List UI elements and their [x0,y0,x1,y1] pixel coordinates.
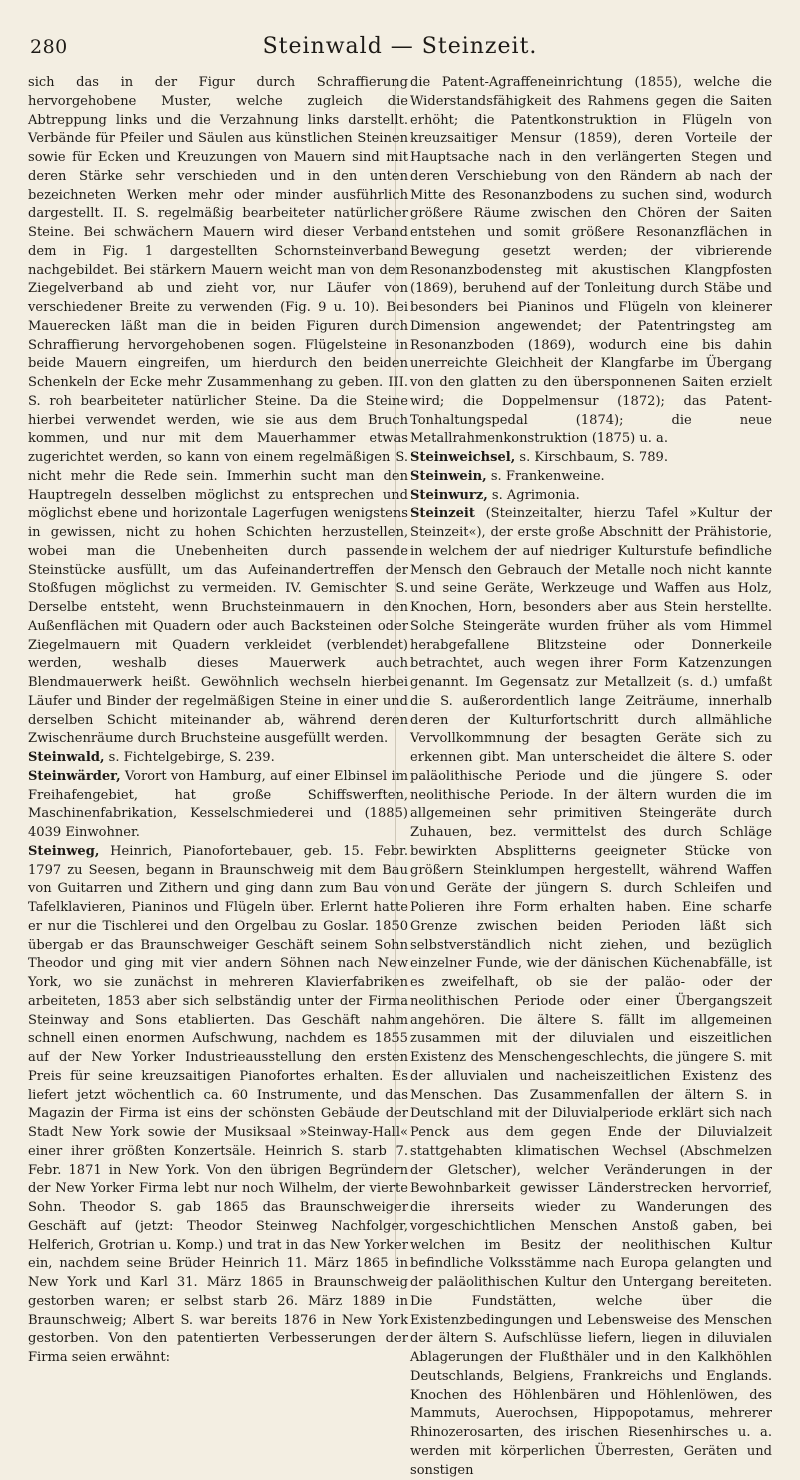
entry-text: s. Fichtelgebirge, S. 239. [104,750,275,765]
entry-steinweichsel [410,449,772,468]
headword: Steinwurz, [410,487,488,503]
headword: Steinwald, [28,750,105,765]
entry-steinweg [28,843,408,1368]
entry-text: Heinrich, Pianofortebauer, geb. 15. Febr. 1797 zu Seesen, begann in Braunschweig mit dem Bau von Guitarren und Zithern und ging dann zum Bau von Tafelklavieren, Pianinos und Flügeln über. Erlernt hatte er nur die Tischlerei und den Orgelbau zu Goslar. 1850 übergab er das Braunschweiger Geschäft seinem Sohn Theodor und ging mit vier andern Söhnen nach New York, wo sie zunächst in mehreren Klavierfabriken arbeiteten, 1853 aber sich selbständig unter der Firma Steinway and Sons etablierten. Das Geschäft nahm schnell einen enormen Aufschwung, nachdem es 1855 auf der New Yorker Industrieausstellung den ersten Preis für seine kreuzsaitigen Pianofortes erhalten. Es liefert jetzt wöchentlich ca. 60 Instrumente, und das Magazin der Firma ist eins der schönsten Gebäude der Stadt New York sowie der Musiksaal »Steinway-Hall« einer ihrer größten Konzertsäle. Heinrich S. starb 7. Febr. 1871 in New York. Von den übrigen Begründern der New Yorker Firma lebt nur noch Wilhelm, der vierte Sohn. Theodor S. gab 1865 das Braunschweiger Geschäft auf (jetzt: Theodor Steinweg Nachfolger, Helferich, Grotrian u. Komp.) und trat in das New Yorker ein, nachdem seine Brüder Heinrich 11. März 1865 in New York und Karl 31. März 1865 in Braunschweig gestorben waren; er selbst starb 26. März 1889 in Braunschweig; Albert S. war bereits 1876 in New York gestorben. Von den patentierten Verbesserungen der Firma seien erwähnt: [28,843,408,1365]
running-head: Steinwald — Steinzeit. [262,34,538,59]
entry-text: (Steinzeitalter, hierzu Tafel »Kultur der Steinzeit«), der erste große Abschnitt der Prähistorie, in welchem der auf niedriger Kulturstufe befindliche Mensch den Gebrauch der Metalle noch nicht kannte und seine Geräte, Werkzeuge und Waffen aus Holz, Knochen, Horn, besonders aber aus Stein herstellte. Solche Steingeräte wurden früher als vom Himmel herabgefallene Blitzsteine oder Donnerkeile betrachtet, auch wegen ihrer Form Katzenzungen genannt. Im Gegensatz zur Metallzeit (s. d.) umfaßt die S. außerordentlich lange Zeiträume, innerhalb deren der Kulturfortschritt durch allmähliche Vervollkommnung der besagten Geräte sich zu erkennen gibt. Man unterscheidet die ältere S. oder paläolithische Periode und die jüngere S. oder neolithische Periode. In der ältern wurden die im allgemeinen sehr primitiven Steingeräte durch Zuhauen, bez. vermittelst des durch Schläge bewirkten Absplitterns geeigneter Stücke von größern Steinklumpen hergestellt, während Waffen und Geräte der jüngern S. durch Schleifen und Polieren ihre Form erhalten haben. Eine scharfe Grenze zwischen beiden Perioden läßt sich selbstverständlich nicht ziehen, und bezüglich einzelner Funde, wie der dänischen Küchenabfälle, ist es zweifelhaft, ob sie der paläo- oder der neolithischen Periode oder einer Übergangszeit angehören. Die ältere S. fällt im allgemeinen zusammen mit der diluvialen und eiszeitlichen Existenz des Menschengeschlechts, die jüngere S. mit der alluvialen und nacheiszeitlichen Existenz des Menschen. Das Zusammenfallen der ältern S. in Deutschland mit der Diluvialperiode erklärt sich nach Penck aus dem gegen Ende der Diluvialzeit stattgehabten klimatischen Wechsel (Abschmelzen der Gletscher), welcher Veränderungen in der Bewohnbarkeit gewisser Länderstrecken hervorrief, die ihrerseits wieder zu Wanderungen des vorgeschichtlichen Menschen Anstoß gaben, bei welchen im Besitz der neolithischen Kultur befindliche Volksstämme nach Europa gelangten und der paläolithischen Kultur den Untergang bereiteten. Die Fundstätten, welche über die Existenzbedingungen und Lebensweise des Menschen der ältern S. Aufschlüsse liefern, liegen in diluvialen Ablagerungen der Flußthäler und in den Kalkhöhlen Deutschlands, Belgiens, Frankreichs und Englands. Knochen des Höhlenbären und Höhlenlöwen, des Mammuts, Auerochsen, Hippopotamus, mehrerer Rhinozerosarten, des irischen Riesenhirsches u. a. werden mit körperlichen Überresten, Geräten und sonstigen [410,506,772,1478]
headword: Steinzeit [410,506,475,522]
entry-steinwald [28,749,408,768]
entry-text: s. Agrimonia. [487,487,580,503]
headword: Steinweichsel, [410,450,516,465]
entry-text: s. Frankenweine. [486,468,605,484]
entry-steinzeit [410,505,772,1480]
entry-steinwein [410,468,772,487]
page-number: 280 [30,36,68,58]
entry-text: Vorort von Hamburg, auf einer Elbinsel im Freihafengebiet, hat große Schiffswerften, Maschinenfabrikation, Kesselschmiederei und (1885) 4039 Einwohner. [28,768,408,840]
headword: Steinwein, [410,468,487,484]
headword: Steinwärder, [28,768,121,784]
entry-text: s. Kirschbaum, S. 789. [515,450,668,465]
entry-steinwaerder [28,768,408,843]
right-column [410,74,772,1478]
headword: Steinweg, [28,843,100,859]
paragraph-mauerverband: sich das in der Figur durch Schraffierung hervorgehobene Muster, welche zugleich die Abtreppung links und die Verzahnung links darstellt. Verbände für Pfeiler und Säulen aus künstlichen Steinen sowie für Ecken und Kreuzungen von Mauern sind mit deren Stärke sehr verschieden und in den unten bezeichneten Werken mehr oder minder ausführlich dargestellt. II. S. regelmäßig bearbeiteter natürlicher Steine. Bei schwächern Mauern wird dieser Verband dem in Fig. 1 dargestellten Schornsteinverband nachgebildet. Bei stärkern Mauern weicht man von dem Ziegelverband ab und zieht vor, nur Läufer von verschiedener Breite zu verwenden (Fig. 9 u. 10). Bei Mauerecken läßt man die in beiden Figuren durch Schraffierung hervorgehobenen sogen. Flügelsteine in beide Mauern eingreifen, um hierdurch den beiden Schenkeln der Ecke mehr Zusammenhang zu geben. III. S. roh bearbeiteter natürlicher Steine. Da die Steine hierbei verwendet werden, wie sie aus dem Bruch kommen, und nur mit dem Mauerhammer etwas zugerichtet werden, so kann von einem regelmäßigen S. nicht mehr die Rede sein. Immerhin sucht man den Hauptregeln desselben möglichst zu entsprechen und möglichst ebene und horizontale Lagerfugen wenigstens in gewissen, nicht zu hohen Schichten herzustellen, wobei man die Unebenheiten durch passende Steinstücke ausfüllt, um das Aufeinandertreffen der Stoßfugen möglichst zu vermeiden. IV. Gemischter S. Derselbe entsteht, wenn Bruchsteinmauern in den Außenflächen mit Quadern oder auch Backsteinen oder Ziegelmauern mit Quadern verkleidet (verblendet) werden, weshalb dieses Mauerwerk auch Blendmauerwerk heißt. Gewöhnlich wechseln hierbei Läufer und Binder der regelmäßigen Steine in einer und derselben Schicht miteinander ab, während deren Zwischenräume durch Bruchsteine ausgefüllt werden. [28,75,408,747]
paragraph-patents: die Patent-Agraffeneinrichtung (1855), welche die Widerstandsfähigkeit des Rahmens gegen die Saiten erhöht; die Patentkonstruktion in Flügeln von kreuzsaitiger Mensur (1859), deren Vorteile der Hauptsache nach in den verlängerten Stegen und deren Verschiebung von den Rändern ab nach der Mitte des Resonanzbodens zu suchen sind, wodurch größere Räume zwischen den Chören der Saiten entstehen und somit größere Resonanzflächen in Bewegung gesetzt werden; der vibrierende Resonanzbodensteg mit akustischen Klangpfosten (1869), beruhend auf der Tonleitung durch Stäbe und besonders bei Pianinos und Flügeln von kleinerer Dimension angewendet; der Patentringsteg am Resonanzboden (1869), wodurch eine bis dahin unerreichte Gleichheit der Klangfarbe im Übergang von den glatten zu den übersponnenen Saiten erzielt wird; die Doppelmensur (1872); das Patent-Tonhaltungspedal (1874); die neue Metallrahmenkonstruktion (1875) u. a. [410,75,772,447]
entry-steinwurz [410,487,772,506]
left-column [28,74,408,1365]
